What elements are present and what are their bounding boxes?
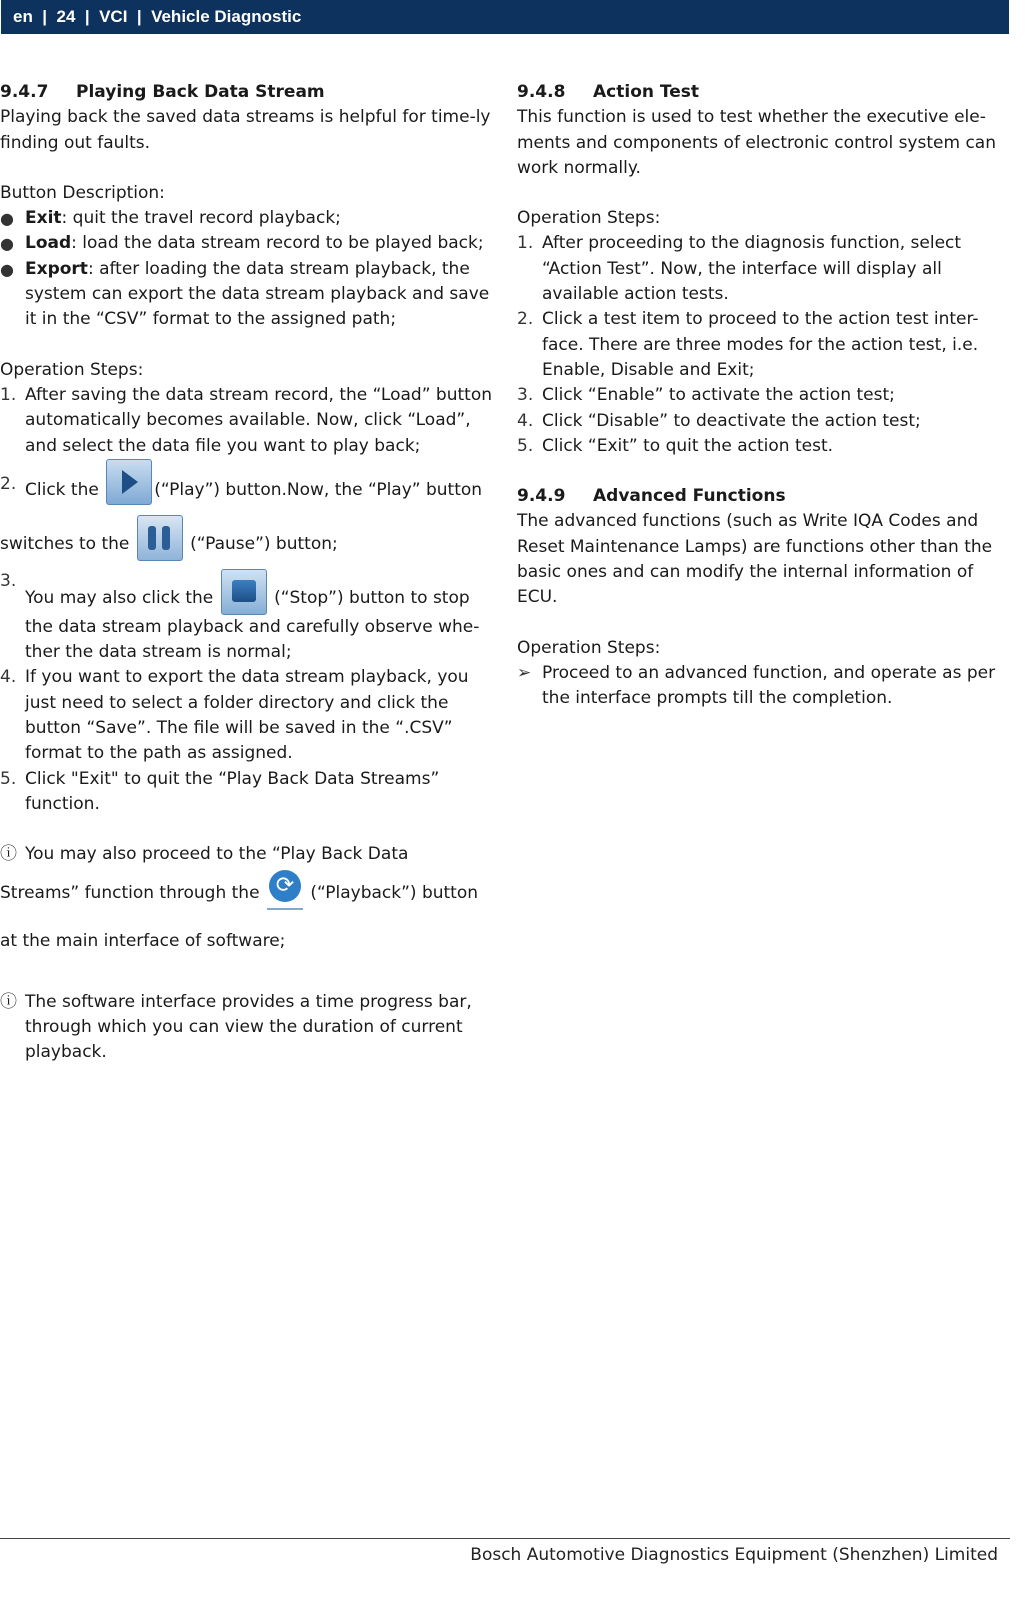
list-item: 2. Click the (“Play”) button.Now, the “Play” button bbox=[0, 459, 494, 515]
list-item: 4. If you want to export the data stream playback, you just need to select a folder directory and click the button “Save”. The file will be saved in the “.CSV” format to the path as assigned. bbox=[0, 667, 469, 764]
list-item: 4. Click “Disable” to deactivate the action test; bbox=[517, 410, 921, 431]
operation-steps-label: Operation Steps: bbox=[517, 208, 661, 229]
header-page: 24 bbox=[56, 7, 76, 26]
info-icon: ⓘ bbox=[0, 844, 17, 865]
section-heading: 9.4.8 Action Test bbox=[517, 82, 700, 102]
list-item: ● Export: after loading the data stream playback, the system can export the data stream playback and save it in the “CSV” format to the assigned path; bbox=[0, 258, 490, 330]
section-intro: Playing back the saved data streams is helpful for time-ly finding out faults. bbox=[0, 107, 491, 153]
list-item: ● Load: load the data stream record to be played back; bbox=[0, 233, 484, 254]
note: ⓘ The software interface provides a time progress bar, through which you can view the duration of current playback. bbox=[0, 990, 494, 1066]
list-item: ● Exit: quit the travel record playback; bbox=[0, 208, 341, 229]
list-item: 1. After saving the data stream record, the “Load” button automatically becomes available. Now, click “Load”, and select the data file you want to play back; bbox=[0, 384, 492, 456]
list-item: 2. Click a test item to proceed to the action test inter-face. There are three modes for the action test, i.e. Enable, Disable and Exit; bbox=[517, 309, 979, 380]
list-item: 3. Click “Enable” to activate the action test; bbox=[517, 385, 895, 406]
left-column bbox=[0, 80, 494, 1065]
header-section: Vehicle Diagnostic bbox=[151, 7, 302, 26]
stop-icon bbox=[221, 569, 267, 615]
operation-steps-label: Operation Steps: bbox=[517, 637, 661, 658]
note-cont: Streams” function through the ⟳ (“Playback”) button at the main interface of software; bbox=[0, 868, 494, 965]
section-intro: This function is used to test whether the executive ele-ments and components of electronic control system can work normally. bbox=[517, 107, 996, 178]
footer: Bosch Automotive Diagnostics Equipment (Shenzhen) Limited bbox=[470, 1545, 998, 1565]
list-item: ➢ Proceed to an advanced function, and operate as per the interface prompts till the completion. bbox=[517, 661, 1014, 712]
page-header: en | 24 | VCI | Vehicle Diagnostic bbox=[1, 0, 1009, 34]
list-item: 1. After proceeding to the diagnosis function, select “Action Test”. Now, the interface will display all available action tests. bbox=[517, 233, 962, 305]
playback-icon bbox=[267, 868, 303, 910]
list-item: 5. Click “Exit” to quit the action test. bbox=[517, 435, 834, 456]
button-description-label: Button Description: bbox=[0, 182, 165, 203]
section-heading: 9.4.7 Playing Back Data Stream bbox=[0, 82, 325, 102]
operation-steps-label: Operation Steps: bbox=[0, 359, 144, 380]
pause-icon bbox=[137, 515, 183, 561]
footer-divider bbox=[0, 1538, 1010, 1539]
section-heading: 9.4.9 Advanced Functions bbox=[517, 486, 786, 507]
header-lang: en bbox=[13, 7, 33, 26]
info-icon: ⓘ bbox=[0, 991, 17, 1012]
header-product: VCI bbox=[99, 7, 128, 26]
right-column bbox=[517, 80, 1014, 712]
list-item-cont: switches to the (“Pause”) button; bbox=[0, 515, 494, 569]
note: ⓘ You may also proceed to the “Play Back Data bbox=[0, 842, 494, 867]
list-item: 5. Click "Exit" to quit the “Play Back Data Streams” function. bbox=[0, 768, 440, 814]
arrow-icon: ➢ bbox=[517, 662, 532, 683]
list-item: 3. You may also click the (“Stop”) button to stop the data stream playback and carefully observe whe-ther the data stream is normal; bbox=[0, 570, 480, 663]
section-intro: The advanced functions (such as Write IQA Codes and Reset Maintenance Lamps) are functions other than the basic ones and can modify the internal information of ECU. bbox=[517, 511, 993, 608]
play-icon bbox=[106, 459, 152, 505]
